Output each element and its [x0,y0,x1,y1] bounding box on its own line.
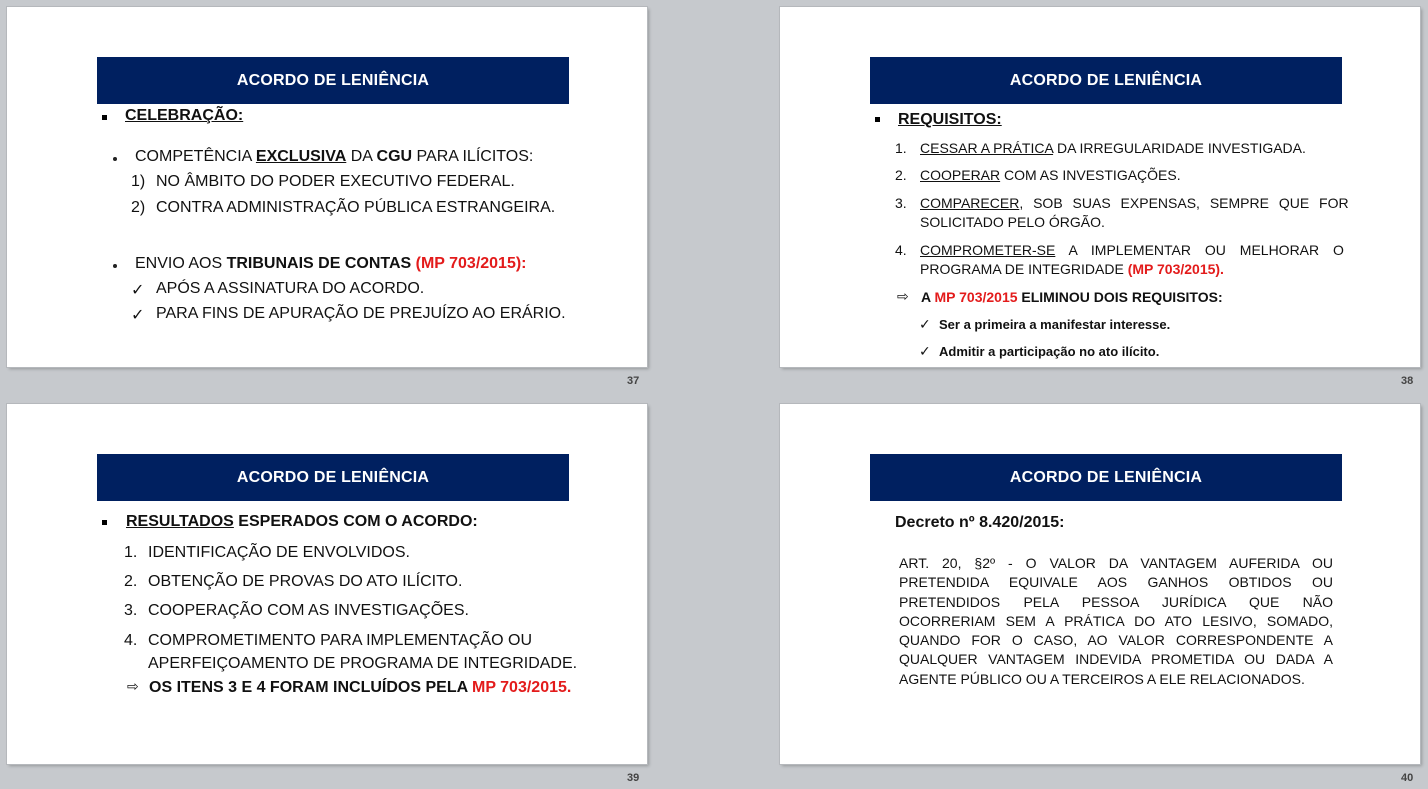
list-item: CESSAR A PRÁTICA DA IRREGULARIDADE INVESTIGADA. [920,140,1306,156]
square-bullet-icon [875,117,880,122]
bullet-text: COMPETÊNCIA EXCLUSIVA DA CGU PARA ILÍCITOS: [135,148,534,165]
section-heading: RESULTADOS ESPERADOS COM O ACORDO: [126,513,478,530]
slide-number: 39 [627,772,640,784]
slide-number: 40 [1401,772,1414,784]
slide-thumbnail-40[interactable] [780,404,1420,764]
bullet-dot-icon [113,157,117,161]
list-number: 1. [124,544,138,561]
slide-thumbnail-37[interactable] [7,7,647,367]
list-item: COMPROMETIMENTO PARA IMPLEMENTAÇÃO OU [148,632,533,649]
list-number: 2. [124,573,138,590]
square-bullet-icon [102,520,107,525]
list-item: CONTRA ADMINISTRAÇÃO PÚBLICA ESTRANGEIRA. [156,199,556,216]
list-item-continued: PROGRAMA DE INTEGRIDADE (MP 703/2015). [920,261,1224,277]
slide-title: ACORDO DE LENIÊNCIA [97,454,569,501]
list-item: COMPROMETER-SE A IMPLEMENTAR OU MELHORAR O [920,242,1344,258]
list-number: 2) [131,199,146,216]
bullet-dot-icon [113,264,117,268]
list-item: COOPERAR COM AS INVESTIGAÇÕES. [920,167,1181,183]
check-icon: ✓ [131,307,145,324]
arrow-icon: ⇨ [127,678,139,694]
section-heading: CELEBRAÇÃO: [125,107,244,124]
list-item: IDENTIFICAÇÃO DE ENVOLVIDOS. [148,544,410,561]
check-item: Ser a primeira a manifestar interesse. [939,317,1171,332]
slide-number: 38 [1401,375,1414,387]
slide-title: ACORDO DE LENIÊNCIA [870,454,1342,501]
check-item: APÓS A ASSINATURA DO ACORDO. [156,280,425,297]
list-number: 1. [895,140,907,156]
section-heading: Decreto nº 8.420/2015: [895,514,1065,531]
check-icon: ✓ [131,282,145,299]
list-item-continued: APERFEIÇOAMENTO DE PROGRAMA DE INTEGRIDADE. [148,655,578,672]
list-number: 3. [895,195,907,211]
slide-thumbnail-39[interactable] [7,404,647,764]
list-number: 3. [124,602,138,619]
arrow-note: OS ITENS 3 E 4 FORAM INCLUÍDOS PELA MP 703/2015. [149,679,572,696]
list-item: OBTENÇÃO DE PROVAS DO ATO ILÍCITO. [148,573,463,590]
list-item-continued: SOLICITADO PELO ÓRGÃO. [920,214,1105,230]
check-icon: ✓ [919,316,931,332]
list-number: 1) [131,173,146,190]
section-heading: REQUISITOS: [898,111,1002,128]
check-item: PARA FINS DE APURAÇÃO DE PREJUÍZO AO ERÁRIO. [156,305,566,322]
bullet-text: ENVIO AOS TRIBUNAIS DE CONTAS (MP 703/2015): [135,255,527,272]
decree-paragraph: ART. 20, §2º - O VALOR DA VANTAGEM AUFERIDA OU PRETENDIDA EQUIVALE AOS GANHOS OBTIDOS OU PRETENDIDOS PELA PESSOA JURÍDICA QUE NÃO OCORRERIAM SEM A PRÁTICA DO ATO LESIVO, SOMADO, QUANDO FOR O CASO, AO VALOR CORRESPONDENTE A QUALQUER VANTAGEM INDEVIDA PROMETIDA OU DADA A AGENTE PÚBLICO OU A TERCEIROS A ELE RELACIONADOS. [899,555,1333,687]
list-item: NO ÂMBITO DO PODER EXECUTIVO FEDERAL. [156,173,515,190]
slide-number: 37 [627,375,640,387]
list-number: 4. [124,632,138,649]
arrow-note: A MP 703/2015 ELIMINOU DOIS REQUISITOS: [921,289,1223,305]
list-number: 2. [895,167,907,183]
arrow-icon: ⇨ [897,288,909,304]
check-item: Admitir a participação no ato ilícito. [939,344,1160,359]
list-item: COMPARECER, SOB SUAS EXPENSAS, SEMPRE QUE FOR [920,195,1349,211]
slide-title: ACORDO DE LENIÊNCIA [870,57,1342,104]
slide-thumbnail-38[interactable] [780,7,1420,367]
list-number: 4. [895,242,907,258]
check-icon: ✓ [919,343,931,359]
square-bullet-icon [102,115,107,120]
slide-title: ACORDO DE LENIÊNCIA [97,57,569,104]
list-item: COOPERAÇÃO COM AS INVESTIGAÇÕES. [148,602,469,619]
